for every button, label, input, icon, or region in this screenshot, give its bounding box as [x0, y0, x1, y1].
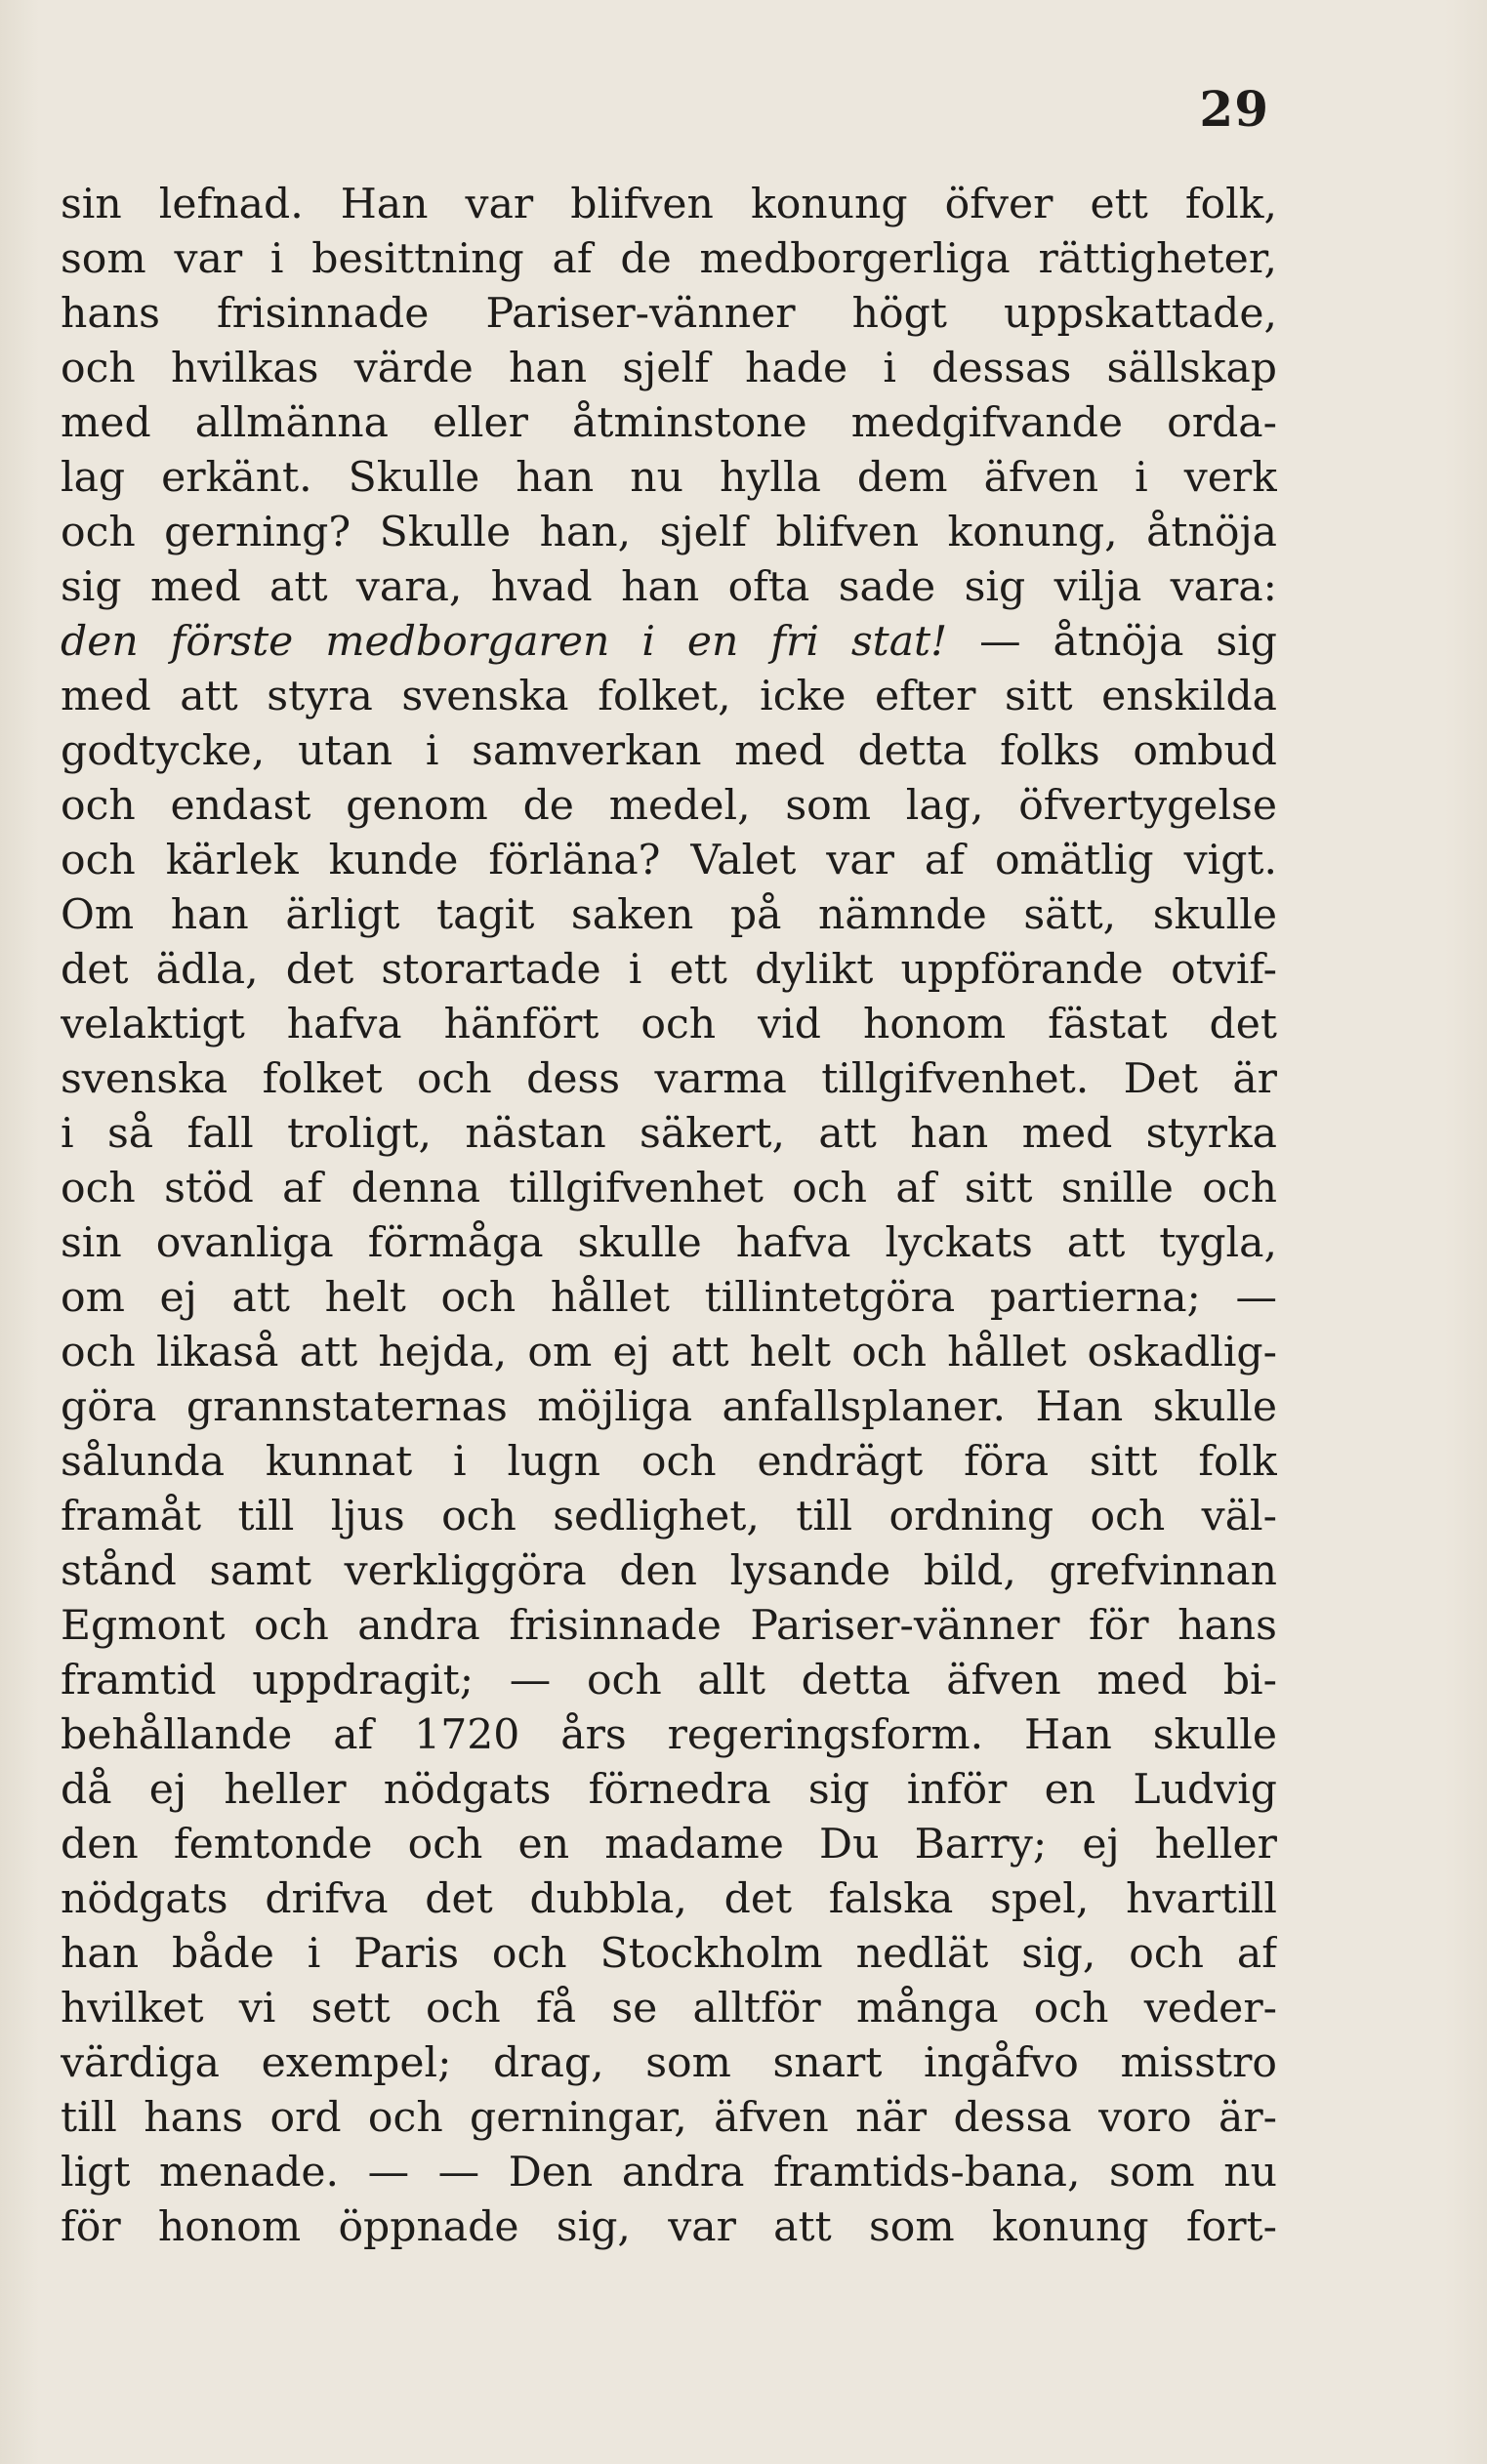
text-line: nödgats drifva det dubbla, det falska spel, hvartill [61, 1875, 1277, 1923]
text-line: hans frisinnade Pariser-vänner högt uppskattade, [61, 290, 1277, 338]
text-line: behållande af 1720 års regeringsform. Han skulle [61, 1711, 1277, 1759]
text-line: värdiga exempel; drag, som snart ingåfvo misstro [61, 2039, 1277, 2087]
text-line: ligt menade. — — Den andra framtids-bana, som nu [61, 2149, 1277, 2197]
text-line: och endast genom de medel, som lag, öfvertygelse [61, 782, 1277, 830]
text-line: han både i Paris och Stockholm nedlät sig, och af [61, 1930, 1277, 1978]
text-line: till hans ord och gerningar, äfven när dessa voro är- [61, 2094, 1277, 2142]
text-line: Om han ärligt tagit saken på nämnde sätt, skulle [61, 891, 1277, 939]
text-line: och likaså att hejda, om ej att helt och hållet oskadlig- [61, 1329, 1277, 1376]
text-line: och stöd af denna tillgifvenhet och af sitt snille och [61, 1165, 1277, 1212]
text-line: sin ovanliga förmåga skulle hafva lyckats att tygla, [61, 1219, 1277, 1267]
text-line: i så fall troligt, nästan säkert, att han med styrka [61, 1110, 1277, 1158]
text-line: sig med att vara, hvad han ofta sade sig vilja vara: [61, 563, 1277, 611]
text-line-with-italic [61, 615, 1277, 670]
text-line: sin lefnad. Han var blifven konung öfver ett folk, [61, 181, 1277, 228]
text-line: lag erkänt. Skulle han nu hylla dem äfven i verk [61, 454, 1277, 502]
text-line: göra grannstaternas möjliga anfallsplaner. Han skulle [61, 1383, 1277, 1431]
text-line: stånd samt verkliggöra den lysande bild, grefvinnan [61, 1547, 1277, 1595]
body-text [61, 178, 1277, 2255]
text-line: det ädla, det storartade i ett dylikt uppförande otvif- [61, 946, 1277, 994]
page-number: 29 [1199, 80, 1269, 138]
text-line: då ej heller nödgats förnedra sig inför en Ludvig [61, 1766, 1277, 1814]
text-line: Egmont och andra frisinnade Pariser-vänner för hans [61, 1602, 1277, 1650]
text-line: framtid uppdragit; — och allt detta äfven med bi- [61, 1657, 1277, 1704]
text-line: och gerning? Skulle han, sjelf blifven konung, åtnöja [61, 509, 1277, 556]
text-line: med att styra svenska folket, icke efter sitt enskilda [61, 673, 1277, 720]
text-line: för honom öppnade sig, var att som konung fort- [61, 2203, 1277, 2251]
text-line: om ej att helt och hållet tillintetgöra partierna; — [61, 1274, 1277, 1322]
text-line: godtycke, utan i samverkan med detta folks ombud [61, 727, 1277, 775]
text-line: hvilket vi sett och få se alltför många och veder- [61, 1985, 1277, 2033]
italic-phrase: den förste medborgaren i en fri stat! [61, 618, 948, 666]
text-line-rest: — åtnöja sig [979, 618, 1277, 666]
text-line: velaktigt hafva hänfört och vid honom fästat det [61, 1001, 1277, 1048]
text-line: sålunda kunnat i lugn och endrägt föra sitt folk [61, 1438, 1277, 1486]
text-line: den femtonde och en madame Du Barry; ej heller [61, 1821, 1277, 1869]
text-line: som var i besittning af de medborgerliga rättigheter, [61, 235, 1277, 283]
text-line: framåt till ljus och sedlighet, till ordning och väl- [61, 1493, 1277, 1540]
text-line: och kärlek kunde förläna? Valet var af omätlig vigt. [61, 837, 1277, 884]
text-line: svenska folket och dess varma tillgifvenhet. Det är [61, 1055, 1277, 1103]
text-line: med allmänna eller åtminstone medgifvande orda- [61, 399, 1277, 447]
text-line: och hvilkas värde han sjelf hade i dessas sällskap [61, 345, 1277, 392]
